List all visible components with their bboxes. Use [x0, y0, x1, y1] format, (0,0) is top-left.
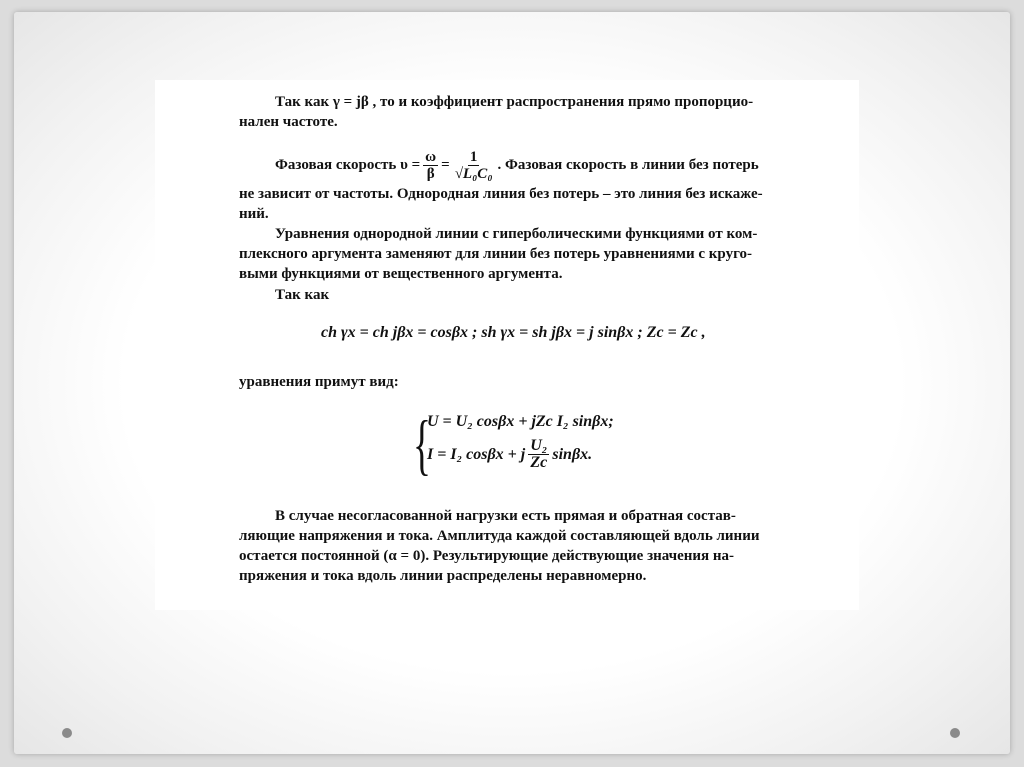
- text-line: пряжения и тока вдоль линии распределены неравномерно.: [239, 568, 647, 584]
- slide-corner-dot-left: [62, 728, 72, 738]
- equation-hyperbolic-identities: ch γx = ch jβx = cosβx ; sh γx = sh jβx = j sinβx ; Zc = Zc ,: [321, 324, 706, 341]
- paragraph-mismatched-load: [239, 506, 813, 586]
- text-line: ний.: [239, 206, 269, 222]
- fraction-u2-zc: $\frac{\text{U₂}}{Zc}$: [530, 437, 548, 471]
- fraction-one-over-sqrt: $\frac{1}{\text{√L₀C₀}}$: [454, 149, 493, 183]
- slide-corner-dot-right: [950, 728, 960, 738]
- text-line: нален частоте.: [239, 114, 338, 130]
- equation-system: [413, 408, 733, 482]
- text-line-formula: Фазовая скорость υ = $\frac{\omega}{\beta}$ = $\frac{1}{\text{√L₀C₀}}$ . Фазовая скорость в линии без потерь: [275, 149, 759, 183]
- paragraph-phase-velocity: [239, 146, 813, 224]
- scanned-page: [155, 80, 859, 610]
- text-line: ляющие напряжения и тока. Амплитуда каждой составляющей вдоль линии: [239, 528, 760, 544]
- text-line: плексного аргумента заменяют для линии без потерь уравнениями с круго-: [239, 246, 753, 262]
- text-line: остается постоянной (α = 0). Результирующие действующие значения на-: [239, 548, 735, 564]
- text-line: не зависит от частоты. Однородная линия без потерь – это линия без искаже-: [239, 186, 763, 202]
- equation-voltage: U = U₂ cosβx + jZc I₂ sinβx;: [427, 413, 614, 430]
- paragraph-propagation: [239, 92, 813, 132]
- text-line: Уравнения однородной линии с гиперболическими функциями от ком-: [275, 226, 758, 242]
- text-line: Так как γ = jβ , то и коэффициент распространения прямо пропорцио-: [275, 94, 754, 110]
- paragraph-equations-take-form: [239, 372, 813, 392]
- equation-current: I = I₂ cosβx + j $\frac{\text{U₂}}{Zc}$ sinβx.: [427, 437, 593, 471]
- text-line: В случае несогласованной нагрузки есть прямая и обратная состав-: [275, 508, 736, 524]
- paragraph-since: [239, 285, 813, 305]
- fraction-omega-beta: $\frac{\omega}{\beta}$: [425, 149, 437, 183]
- paragraph-hyperbolic: [239, 224, 813, 284]
- text-line: уравнения примут вид:: [239, 374, 399, 390]
- text-line: Так как: [275, 287, 330, 303]
- text-line: выми функциями от вещественного аргумента.: [239, 266, 563, 282]
- brace-symbol: {: [413, 406, 431, 482]
